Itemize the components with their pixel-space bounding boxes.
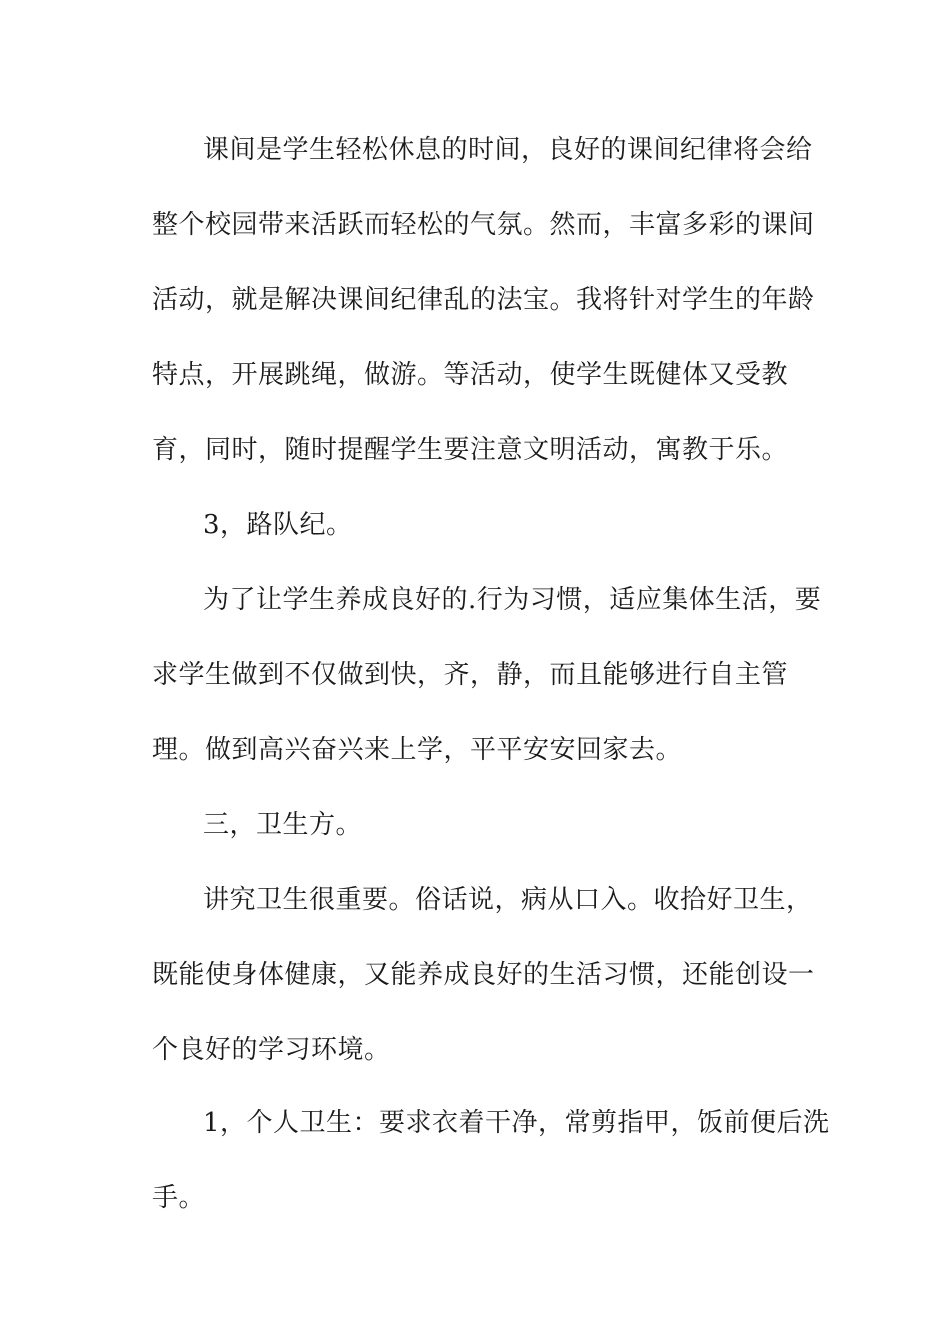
paragraph-line: 活动，就是解决课间纪律乱的法宝。我将针对学生的年龄 [152,285,815,315]
paragraph-line: 为了让学生养成良好的.行为习惯，适应集体生活，要 [203,585,822,615]
paragraph-line: 课间是学生轻松休息的时间，良好的课间纪律将会给 [203,135,813,165]
paragraph-line: 特点，开展跳绳，做游。等活动，使学生既健体又受教 [152,360,789,390]
paragraph-line: 手。 [152,1183,206,1213]
paragraph-line: 既能使身体健康，又能养成良好的生活习惯，还能创设一 [152,960,815,990]
paragraph-line: 讲究卫生很重要。俗话说，病从口入。收拾好卫生， [203,885,813,915]
paragraph-line: 整个校园带来活跃而轻松的气氛。然而，丰富多彩的课间 [152,210,815,240]
paragraph-line: 理。做到高兴奋兴来上学，平平安安回家去。 [152,735,683,765]
paragraph-line: 育，同时，随时提醒学生要注意文明活动，寓教于乐。 [152,435,789,465]
paragraph-line: 求学生做到不仅做到快，齐，静，而且能够进行自主管 [152,660,789,690]
section-heading: 三，卫生方。 [203,810,363,840]
section-heading: 3，路队纪。 [203,510,353,540]
paragraph-line: 个良好的学习环境。 [152,1035,391,1065]
paragraph-line: 1，个人卫生：要求衣着干净，常剪指甲，饭前便后洗 [203,1108,830,1138]
